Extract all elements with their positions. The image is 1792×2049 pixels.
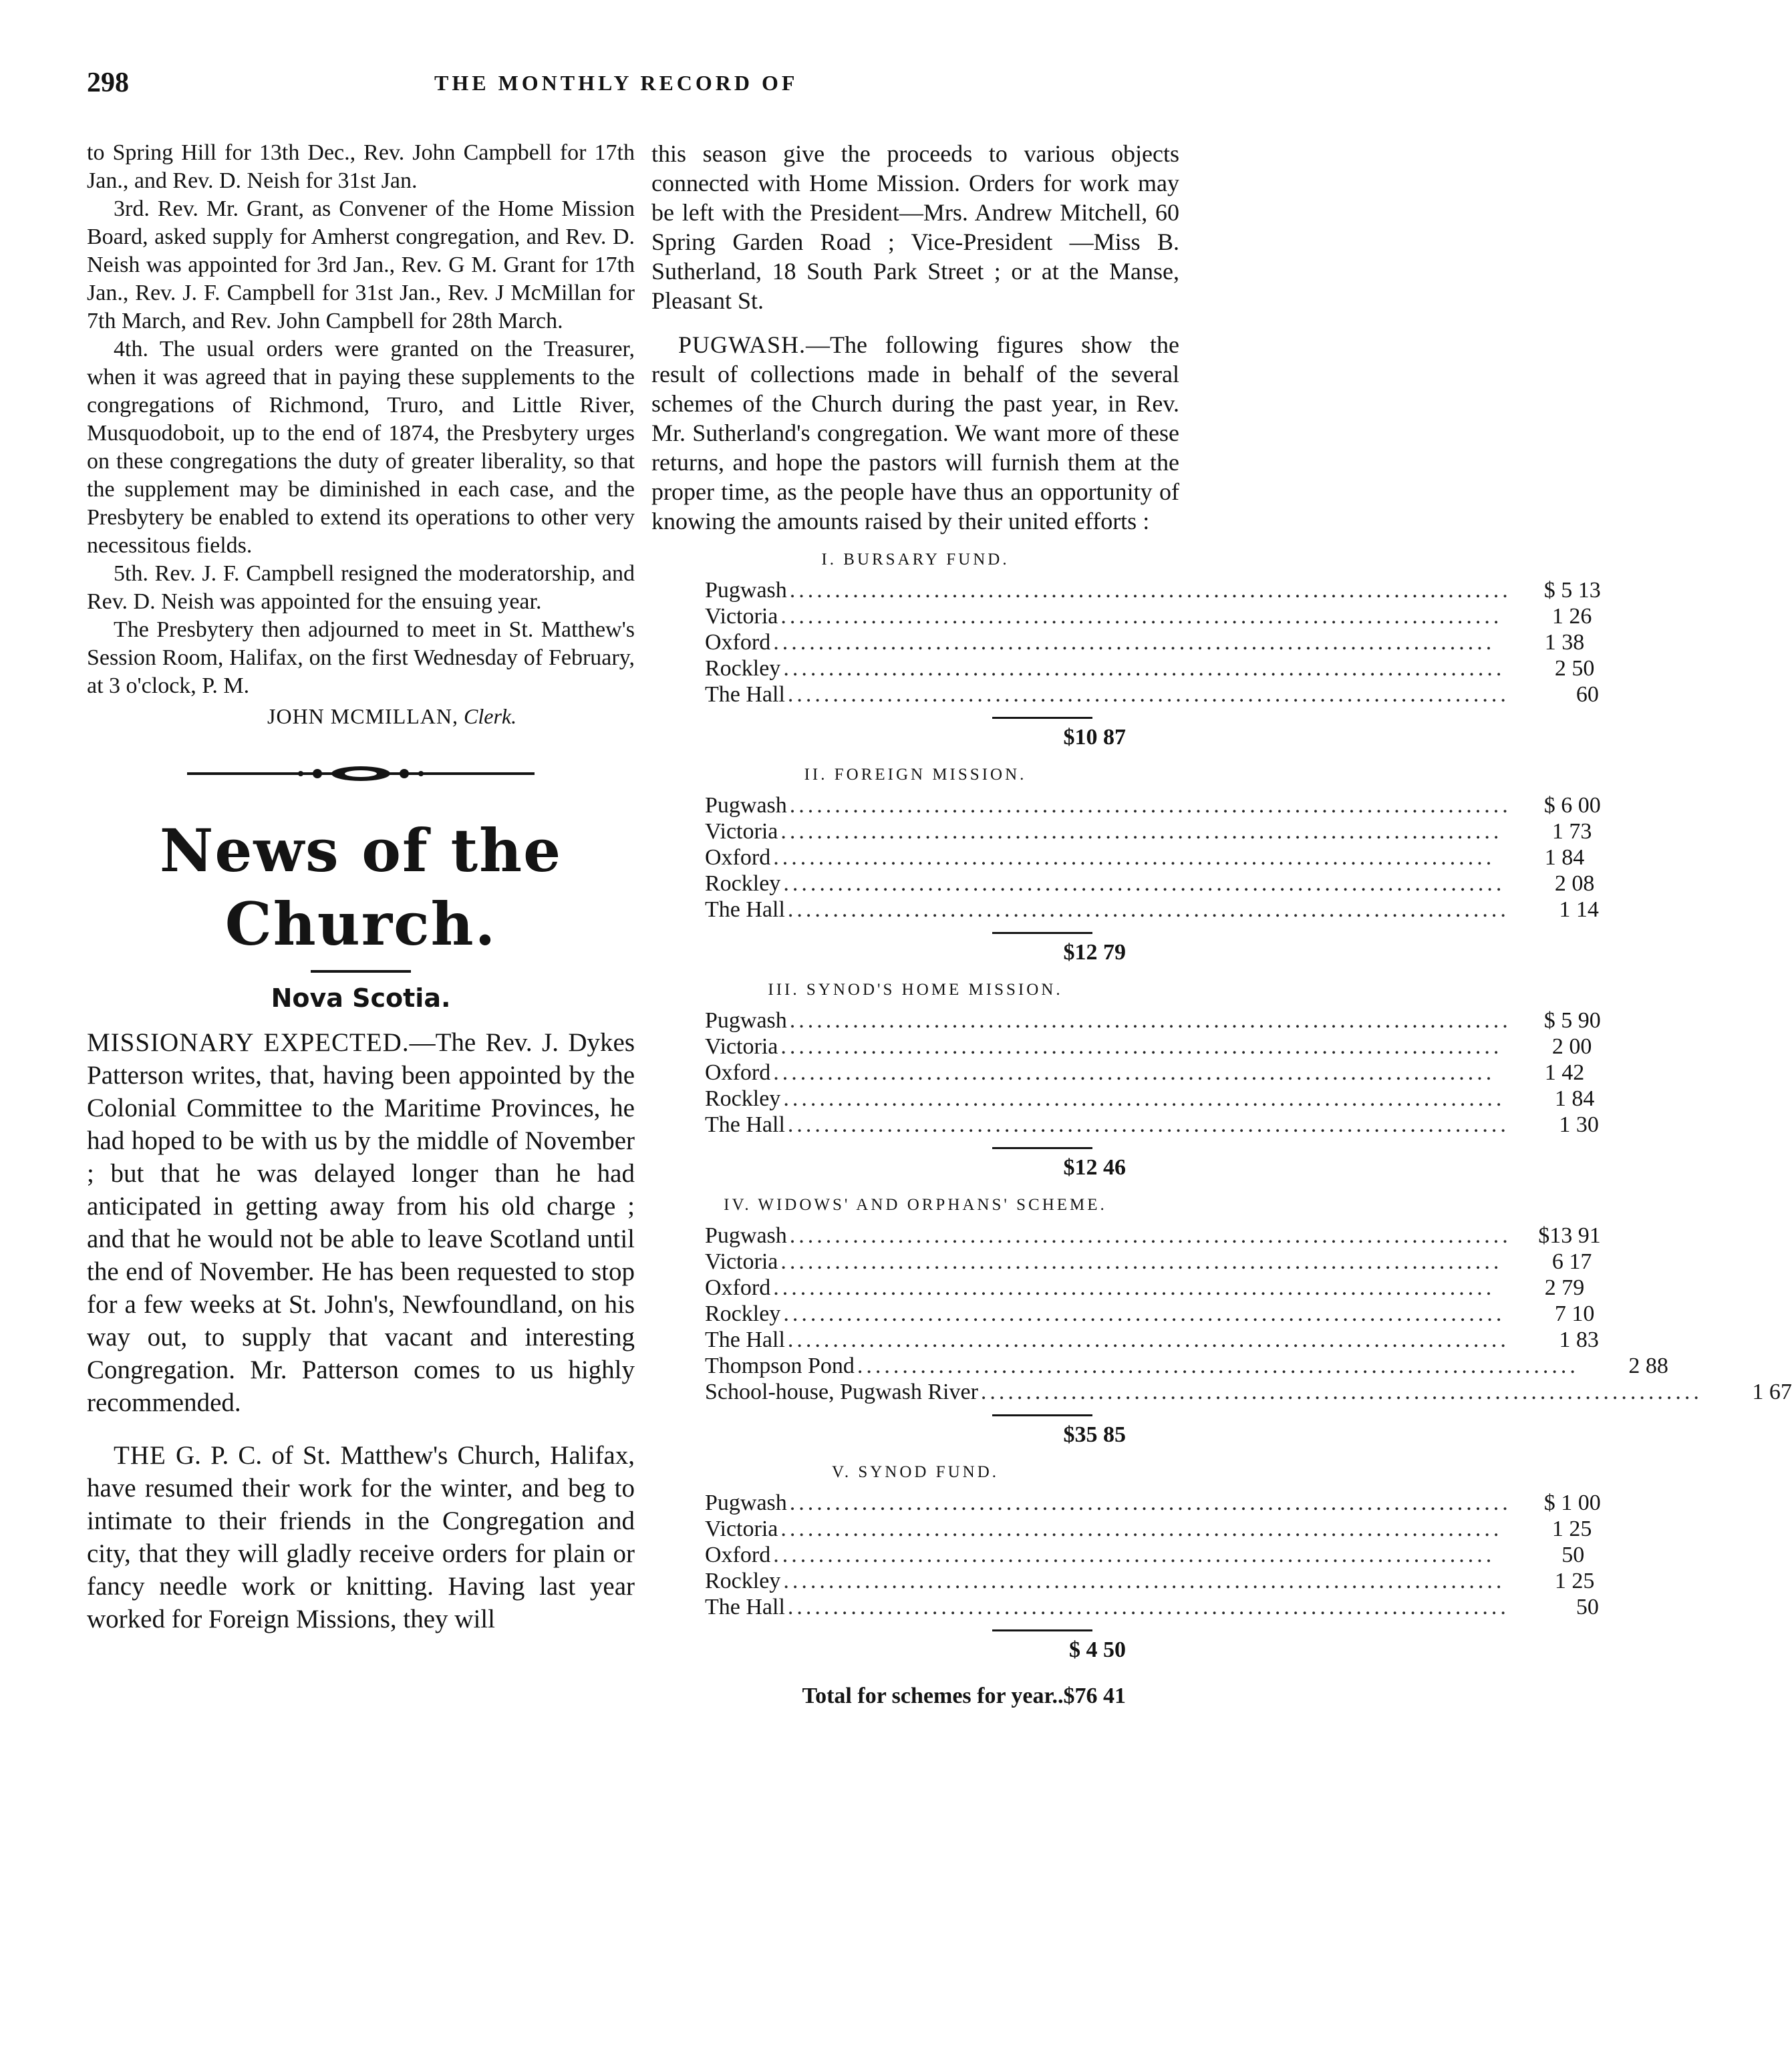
- fund-row-name: Victoria: [705, 1249, 778, 1274]
- fund-row-amount: 2 79: [1544, 1275, 1585, 1300]
- fund-row: [705, 1542, 1585, 1568]
- fund-row-name: Pugwash: [705, 1490, 787, 1515]
- fund-row-amount: 1 73: [1551, 819, 1592, 844]
- fund-row: [705, 603, 1592, 629]
- fund-row: [705, 1034, 1592, 1060]
- fund-row-amount: 1 14: [1559, 897, 1599, 922]
- fund-row: [705, 1301, 1595, 1327]
- fund-row-name: Pugwash: [705, 793, 787, 818]
- fund-row-amount: 1 25: [1551, 1517, 1592, 1541]
- fund-row-amount: 2 00: [1551, 1034, 1592, 1059]
- dot-leader: ................................................................................: [783, 1301, 1505, 1326]
- signature-role: Clerk.: [464, 704, 517, 728]
- news-body: —The Rev. J. Dykes Patterson writes, that, having been appointed by the Colonial Committee to the Maritime Provinces, he had hoped to be with us by the middle of November ; but that he was delayed longer than he had anticipated in getting away from his old charge ; and that he would not be able to leave Scotland until the end of November. He has been requested to stop for a few weeks at St. John's, Newfoundland, on his way out, to supply that vacant and interesting Congregation. Mr. Patterson comes to us highly recommended.: [87, 1028, 635, 1417]
- dot-leader: ................................................................................: [780, 1249, 1503, 1274]
- dot-leader: ................................................................................: [783, 1086, 1505, 1111]
- dot-leader: ................................................................................: [773, 1060, 1495, 1085]
- fund-row-amount: 2 88: [1628, 1354, 1668, 1378]
- dot-leader: ................................................................................: [780, 1034, 1503, 1059]
- fund-row-name: Pugwash: [705, 1223, 787, 1248]
- fund-title: IV. WIDOWS' AND ORPHANS' SCHEME.: [724, 1196, 1107, 1214]
- fund-row-amount: $ 5 13: [1543, 578, 1601, 603]
- dot-leader: ................................................................................: [789, 578, 1511, 603]
- fund-row-name: Victoria: [705, 819, 778, 844]
- page-number: 298: [87, 67, 129, 98]
- left-column: [87, 139, 635, 1635]
- total-rule: [992, 717, 1092, 719]
- fund-list: [705, 577, 1601, 707]
- total-rule: [992, 1629, 1092, 1631]
- fund-row-amount: $ 1 00: [1543, 1490, 1601, 1515]
- fund-row: [705, 1223, 1601, 1249]
- fund-row: [705, 681, 1599, 707]
- dot-leader: ................................................................................: [780, 819, 1503, 844]
- fund-row: [705, 629, 1585, 655]
- fund-title: III. SYNOD'S HOME MISSION.: [768, 981, 1063, 999]
- dot-leader: ................................................................................: [787, 897, 1509, 922]
- fund-row-amount: 6 17: [1551, 1249, 1592, 1274]
- fund-row-amount: 50: [1561, 1543, 1585, 1567]
- ornament-divider: [87, 764, 635, 787]
- dot-leader: ................................................................................: [857, 1354, 1579, 1378]
- fund-row-amount: 1 26: [1551, 604, 1592, 629]
- running-title: THE MONTHLY RECORD OF: [434, 71, 798, 95]
- fund-row-amount: 1 84: [1544, 845, 1585, 870]
- fund-row: [705, 792, 1601, 818]
- fund-row: [705, 577, 1601, 603]
- fund-row-name: Oxford: [705, 630, 771, 655]
- fund-title: I. BURSARY FUND.: [821, 550, 1010, 569]
- signature: [87, 704, 635, 729]
- fund-row-name: Victoria: [705, 1034, 778, 1059]
- dot-leader: ................................................................................: [789, 1008, 1511, 1033]
- news-lead: THE: [114, 1441, 166, 1470]
- fund-row: [705, 871, 1595, 897]
- news-paragraph: [87, 1026, 635, 1419]
- fund-row: [705, 1007, 1601, 1034]
- fund-row-name: Victoria: [705, 604, 778, 629]
- signature-name: JOHN MCMILLAN,: [267, 704, 458, 728]
- fund-row-name: Pugwash: [705, 578, 787, 603]
- fund-row-name: Rockley: [705, 656, 781, 681]
- fund-row-amount: $ 5 90: [1543, 1008, 1601, 1033]
- fund-row-amount: $ 6 00: [1543, 793, 1601, 818]
- title-rule: [311, 970, 411, 973]
- fund-row-name: Oxford: [705, 1060, 771, 1085]
- fund-list: [705, 1007, 1601, 1138]
- fund-row: [705, 1327, 1599, 1353]
- dot-leader: ................................................................................: [980, 1380, 1702, 1404]
- dot-leader: ................................................................................: [787, 1112, 1509, 1137]
- fund-row-amount: 1 84: [1554, 1086, 1595, 1111]
- total-rule: [992, 1147, 1092, 1149]
- fund-row: [705, 1275, 1585, 1301]
- fund-row: [705, 844, 1585, 871]
- fund-row: [705, 818, 1592, 844]
- ornament-rule-icon: [187, 764, 535, 784]
- fund-row-amount: $13 91: [1538, 1223, 1601, 1248]
- minutes-paragraph: 5th. Rev. J. F. Campbell resigned the moderatorship, and Rev. D. Neish was appointed for the ensuing year.: [87, 561, 635, 614]
- fund-row-amount: 1 25: [1554, 1569, 1595, 1593]
- fund-row-name: The Hall: [705, 1112, 785, 1137]
- fund-row: [705, 1379, 1792, 1405]
- dot-leader: ................................................................................: [780, 1517, 1503, 1541]
- dot-leader: ................................................................................: [783, 871, 1505, 896]
- news-body: G. P. C. of St. Matthew's Church, Halifax, have resumed their work for the winter, and beg to intimate to their friends in the Congregation and city, that they will gladly receive orders for plain or fancy needle work or knitting. Having last year worked for Foreign Missions, they will: [87, 1441, 635, 1633]
- page-header: [87, 67, 1176, 107]
- minutes-paragraph: 4th. The usual orders were granted on the Treasurer, when it was agreed that in paying these supplements to the congregations of Richmond, Truro, and Little River, Musquodoboit, up to the end of 1874, the Presbytery urges on these congregations the duty of greater liberality, so that the supplement may be diminished in each case, and the Presbytery be enabled to extend its operations to other very necessitous fields.: [87, 337, 635, 558]
- dot-leader: ................................................................................: [783, 656, 1505, 681]
- fund-row-amount: 1 67: [1752, 1380, 1792, 1404]
- fund-total: $12 46: [1063, 1155, 1126, 1180]
- fund-row: [705, 1594, 1599, 1620]
- dot-leader: ................................................................................: [789, 793, 1511, 818]
- grand-total: Total for schemes for year..$76 41: [802, 1684, 1126, 1708]
- fund-row-amount: 1 83: [1559, 1327, 1599, 1352]
- fund-row-amount: 60: [1576, 682, 1599, 707]
- minutes-paragraph: to Spring Hill for 13th Dec., Rev. John Campbell for 17th Jan., and Rev. D. Neish for 31st Jan.: [87, 140, 635, 193]
- dot-leader: ................................................................................: [773, 1543, 1495, 1567]
- dot-leader: ................................................................................: [783, 1569, 1505, 1593]
- dot-leader: ................................................................................: [773, 1275, 1495, 1300]
- fund-row: [705, 1112, 1599, 1138]
- fund-list: [705, 1490, 1601, 1620]
- fund-list: [705, 792, 1601, 923]
- subhead: Nova Scotia.: [271, 983, 451, 1013]
- fund-row-name: Rockley: [705, 1301, 781, 1326]
- fund-row-amount: 2 08: [1554, 871, 1595, 896]
- fund-row: [705, 1516, 1592, 1542]
- fund-row-amount: 1 30: [1559, 1112, 1599, 1137]
- fund-row: [705, 655, 1595, 681]
- minutes-paragraph: 3rd. Rev. Mr. Grant, as Convener of the Home Mission Board, asked supply for Amherst congregation, and Rev. D. Neish was appointed for 3rd Jan., Rev. G M. Grant for 17th Jan., Rev. J. F. Campbell for 31st Jan., Rev. J McMillan for 7th March, and Rev. John Campbell for 28th March.: [87, 196, 635, 333]
- fund-row-amount: 1 38: [1544, 630, 1585, 655]
- fund-row-name: Rockley: [705, 1086, 781, 1111]
- fund-row-amount: 50: [1576, 1595, 1599, 1619]
- news-paragraph: [87, 1439, 635, 1635]
- fund-title: II. FOREIGN MISSION.: [804, 766, 1027, 784]
- fund-row: [705, 1249, 1592, 1275]
- minutes-paragraph: The Presbytery then adjourned to meet in St. Matthew's Session Room, Halifax, on the first Wednesday of February, at 3 o'clock, P. M.: [87, 617, 635, 698]
- news-paragraph: [651, 330, 1179, 536]
- dot-leader: ................................................................................: [787, 1595, 1509, 1619]
- right-column: [651, 139, 1792, 1709]
- fund-row-name: The Hall: [705, 682, 785, 707]
- fund-row-amount: 7 10: [1554, 1301, 1595, 1326]
- news-lead: MISSIONARY EXPECTED.: [87, 1028, 410, 1057]
- dot-leader: ................................................................................: [789, 1223, 1511, 1248]
- news-paragraph: this season give the proceeds to various objects connected with Home Mission. Orders for work may be left with the President—Mrs. Andrew Mitchell, 60 Spring Garden Road ; Vice-President —Miss B. Sutherland, 18 South Park Street ; or at the Manse, Pleasant St.: [651, 140, 1179, 314]
- dot-leader: ................................................................................: [789, 1490, 1511, 1515]
- fund-row-name: The Hall: [705, 1595, 785, 1619]
- total-rule: [992, 1414, 1092, 1416]
- dot-leader: ................................................................................: [773, 845, 1495, 870]
- fund-title: V. SYNOD FUND.: [831, 1463, 1000, 1481]
- fund-row-name: The Hall: [705, 1327, 785, 1352]
- dot-leader: ................................................................................: [787, 1327, 1509, 1352]
- fund-row-name: Pugwash: [705, 1008, 787, 1033]
- fund-total: $12 79: [1063, 940, 1126, 965]
- fund-row: [705, 897, 1599, 923]
- fund-row: [705, 1490, 1601, 1516]
- fund-row-name: The Hall: [705, 897, 785, 922]
- fund-row-name: Oxford: [705, 845, 771, 870]
- fund-row-amount: 1 42: [1544, 1060, 1585, 1085]
- fund-row-amount: 2 50: [1554, 656, 1595, 681]
- section-title: News of the Church.: [159, 816, 563, 959]
- fund-total: $10 87: [1063, 725, 1126, 750]
- fund-row-name: Victoria: [705, 1517, 778, 1541]
- fund-total: $ 4 50: [1069, 1637, 1126, 1662]
- news-body: —The following figures show the result of collections made in behalf of the several schemes of the Church during the past year, in Rev. Mr. Sutherland's congregation. We want more of these returns, and hope the pastors will furnish them at the proper time, as the people have thus an opportunity of knowing the amounts raised by their united efforts :: [651, 331, 1179, 534]
- fund-row-name: Oxford: [705, 1275, 771, 1300]
- fund-total: $35 85: [1063, 1422, 1126, 1447]
- fund-row: [705, 1353, 1668, 1379]
- fund-row-name: School-house, Pugwash River: [705, 1380, 978, 1404]
- dot-leader: ................................................................................: [780, 604, 1503, 629]
- fund-row: [705, 1060, 1585, 1086]
- fund-row-name: Rockley: [705, 871, 781, 896]
- dot-leader: ................................................................................: [773, 630, 1495, 655]
- collections-tables: [651, 550, 1792, 1664]
- dot-leader: ................................................................................: [787, 682, 1509, 707]
- fund-row: [705, 1086, 1595, 1112]
- fund-list: [705, 1223, 1792, 1405]
- fund-row-name: Rockley: [705, 1569, 781, 1593]
- fund-row: [705, 1568, 1595, 1594]
- fund-row-name: Thompson Pond: [705, 1354, 855, 1378]
- news-lead: PUGWASH.: [678, 331, 806, 358]
- fund-row-name: Oxford: [705, 1543, 771, 1567]
- total-rule: [992, 932, 1092, 934]
